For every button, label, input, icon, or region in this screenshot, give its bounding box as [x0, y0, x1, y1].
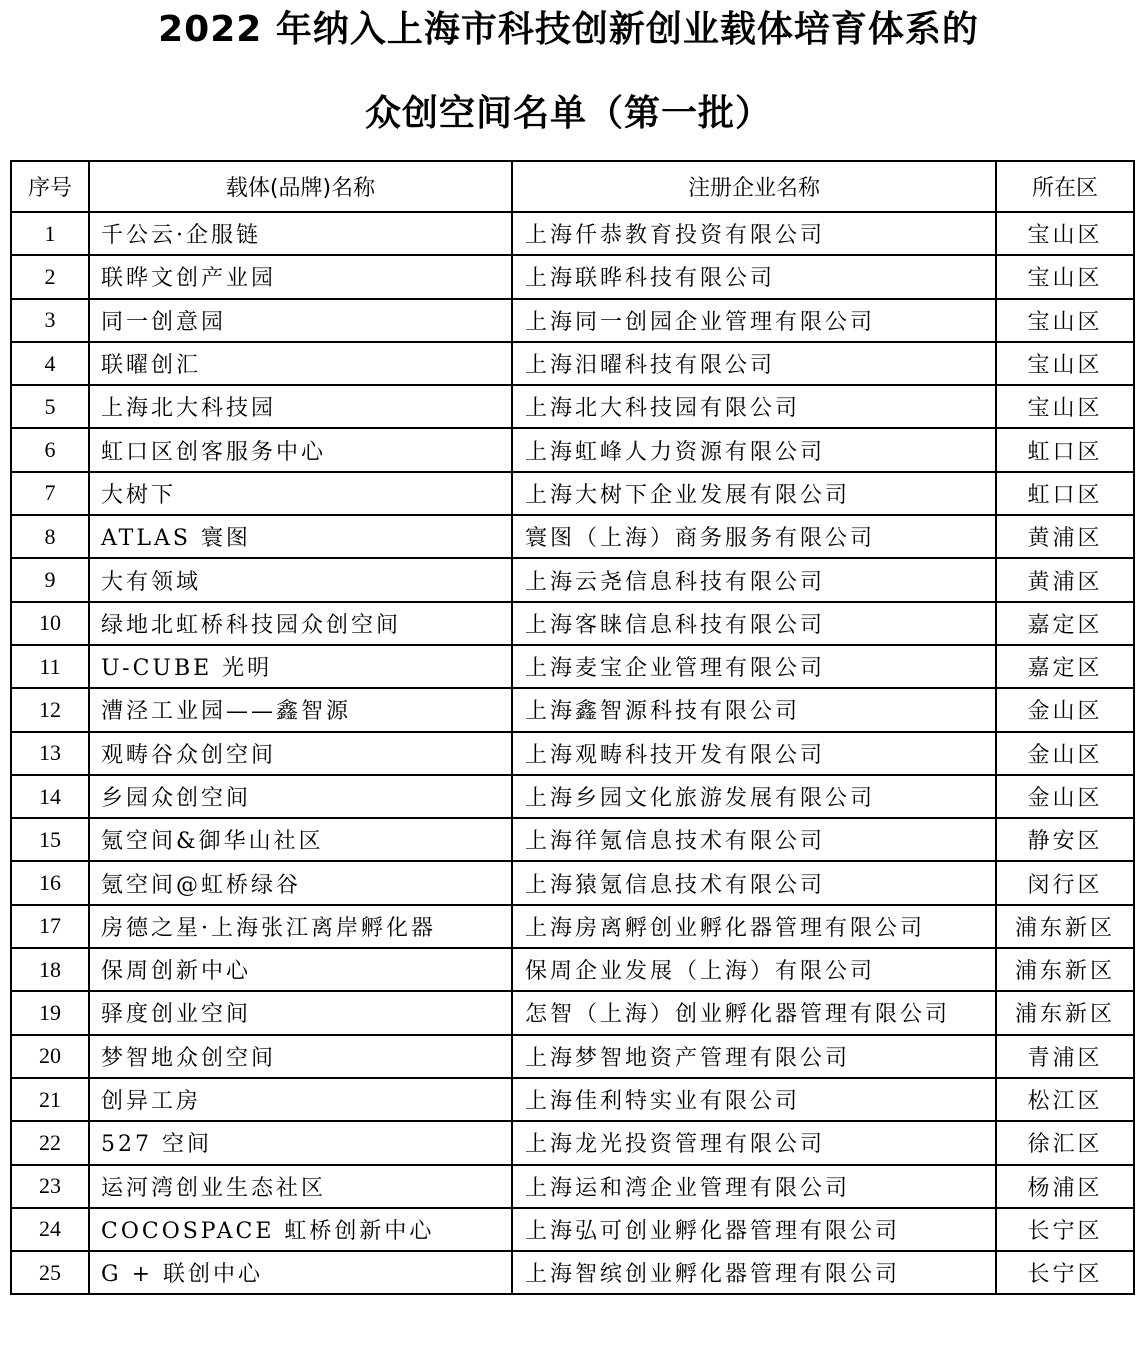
table-row	[11, 385, 1134, 428]
table-row	[11, 472, 1134, 515]
cell-company-name: 上海仟恭教育投资有限公司	[512, 212, 996, 255]
cell-company-name: 上海智缤创业孵化器管理有限公司	[512, 1251, 996, 1294]
cell-district: 浦东新区	[996, 948, 1134, 991]
table-row	[11, 948, 1134, 991]
cell-company-name: 上海龙光投资管理有限公司	[512, 1121, 996, 1164]
cell-district: 黄浦区	[996, 558, 1134, 601]
cell-carrier-name: ATLAS 寰图	[89, 515, 512, 558]
cell-district: 虹口区	[996, 472, 1134, 515]
table-row	[11, 428, 1134, 471]
cell-district: 金山区	[996, 775, 1134, 818]
cell-carrier-name: U-CUBE 光明	[89, 645, 512, 688]
cell-district: 虹口区	[996, 428, 1134, 471]
table-row	[11, 255, 1134, 298]
table-body	[11, 212, 1134, 1294]
table-row	[11, 818, 1134, 861]
cell-company-name: 上海虹峰人力资源有限公司	[512, 428, 996, 471]
cell-carrier-name: COCOSPACE 虹桥创新中心	[89, 1208, 512, 1251]
table-row	[11, 1121, 1134, 1164]
table-row	[11, 515, 1134, 558]
table-row	[11, 299, 1134, 342]
header-company: 注册企业名称	[512, 161, 996, 212]
cell-carrier-name: G + 联创中心	[89, 1251, 512, 1294]
cell-no: 5	[11, 385, 89, 428]
cell-no: 7	[11, 472, 89, 515]
cell-district: 闵行区	[996, 861, 1134, 904]
cell-no: 22	[11, 1121, 89, 1164]
table-row	[11, 1208, 1134, 1251]
cell-carrier-name: 房德之星·上海张江离岸孵化器	[89, 905, 512, 948]
table-row	[11, 1078, 1134, 1121]
cell-company-name: 上海徉氪信息技术有限公司	[512, 818, 996, 861]
cell-district: 杨浦区	[996, 1165, 1134, 1208]
cell-carrier-name: 运河湾创业生态社区	[89, 1165, 512, 1208]
cell-no: 17	[11, 905, 89, 948]
cell-company-name: 上海鑫智源科技有限公司	[512, 688, 996, 731]
cell-company-name: 上海佳利特实业有限公司	[512, 1078, 996, 1121]
table-row	[11, 1251, 1134, 1294]
table-row	[11, 558, 1134, 601]
cell-no: 12	[11, 688, 89, 731]
cell-carrier-name: 驿度创业空间	[89, 991, 512, 1034]
cell-no: 11	[11, 645, 89, 688]
cell-district: 金山区	[996, 732, 1134, 775]
cell-carrier-name: 绿地北虹桥科技园众创空间	[89, 602, 512, 645]
header-row	[11, 161, 1134, 212]
cell-company-name: 上海观畴科技开发有限公司	[512, 732, 996, 775]
cell-district: 徐汇区	[996, 1121, 1134, 1164]
cell-no: 8	[11, 515, 89, 558]
table-row	[11, 1165, 1134, 1208]
cell-carrier-name: 大有领域	[89, 558, 512, 601]
cell-district: 长宁区	[996, 1208, 1134, 1251]
cell-district: 青浦区	[996, 1035, 1134, 1078]
cell-no: 2	[11, 255, 89, 298]
table-row	[11, 861, 1134, 904]
cell-carrier-name: 创异工房	[89, 1078, 512, 1121]
cell-no: 15	[11, 818, 89, 861]
table-header	[11, 161, 1134, 212]
cell-company-name: 寰图（上海）商务服务有限公司	[512, 515, 996, 558]
cell-district: 宝山区	[996, 342, 1134, 385]
table-row	[11, 991, 1134, 1034]
cell-district: 浦东新区	[996, 905, 1134, 948]
cell-carrier-name: 保周创新中心	[89, 948, 512, 991]
cell-district: 宝山区	[996, 299, 1134, 342]
table-row	[11, 602, 1134, 645]
cell-carrier-name: 同一创意园	[89, 299, 512, 342]
cell-company-name: 上海汨曜科技有限公司	[512, 342, 996, 385]
cell-district: 黄浦区	[996, 515, 1134, 558]
table-row	[11, 645, 1134, 688]
document-title-line-1: 2022 年纳入上海市科技创新创业载体培育体系的	[158, 9, 979, 50]
cell-company-name: 上海同一创园企业管理有限公司	[512, 299, 996, 342]
cell-carrier-name: 大树下	[89, 472, 512, 515]
cell-district: 宝山区	[996, 385, 1134, 428]
cell-district: 长宁区	[996, 1251, 1134, 1294]
cell-carrier-name: 观畴谷众创空间	[89, 732, 512, 775]
cell-company-name: 怎智（上海）创业孵化器管理有限公司	[512, 991, 996, 1034]
cell-district: 宝山区	[996, 255, 1134, 298]
cell-no: 25	[11, 1251, 89, 1294]
cell-company-name: 上海北大科技园有限公司	[512, 385, 996, 428]
cell-no: 1	[11, 212, 89, 255]
cell-company-name: 上海大树下企业发展有限公司	[512, 472, 996, 515]
header-name: 载体(品牌)名称	[89, 161, 512, 212]
cell-carrier-name: 漕泾工业园——鑫智源	[89, 688, 512, 731]
table-row	[11, 688, 1134, 731]
table-row	[11, 732, 1134, 775]
cell-district: 嘉定区	[996, 645, 1134, 688]
table-row	[11, 342, 1134, 385]
cell-district: 浦东新区	[996, 991, 1134, 1034]
cell-carrier-name: 氪空间@虹桥绿谷	[89, 861, 512, 904]
cell-company-name: 上海云尧信息科技有限公司	[512, 558, 996, 601]
cell-no: 4	[11, 342, 89, 385]
table-row	[11, 1035, 1134, 1078]
cell-carrier-name: 虹口区创客服务中心	[89, 428, 512, 471]
cell-no: 16	[11, 861, 89, 904]
cell-district: 宝山区	[996, 212, 1134, 255]
cell-company-name: 上海麦宝企业管理有限公司	[512, 645, 996, 688]
cell-no: 3	[11, 299, 89, 342]
cell-company-name: 上海猿氪信息技术有限公司	[512, 861, 996, 904]
cell-district: 金山区	[996, 688, 1134, 731]
cell-company-name: 上海客睐信息科技有限公司	[512, 602, 996, 645]
cell-company-name: 上海运和湾企业管理有限公司	[512, 1165, 996, 1208]
cell-company-name: 保周企业发展（上海）有限公司	[512, 948, 996, 991]
cell-no: 18	[11, 948, 89, 991]
table-row	[11, 905, 1134, 948]
cell-carrier-name: 梦智地众创空间	[89, 1035, 512, 1078]
table-row	[11, 212, 1134, 255]
cell-no: 21	[11, 1078, 89, 1121]
cell-company-name: 上海梦智地资产管理有限公司	[512, 1035, 996, 1078]
cell-no: 23	[11, 1165, 89, 1208]
space-list-table	[10, 160, 1135, 1295]
cell-company-name: 上海联晔科技有限公司	[512, 255, 996, 298]
table-row	[11, 775, 1134, 818]
cell-no: 10	[11, 602, 89, 645]
cell-district: 嘉定区	[996, 602, 1134, 645]
cell-company-name: 上海弘可创业孵化器管理有限公司	[512, 1208, 996, 1251]
cell-no: 19	[11, 991, 89, 1034]
cell-carrier-name: 上海北大科技园	[89, 385, 512, 428]
cell-no: 13	[11, 732, 89, 775]
cell-carrier-name: 氪空间&御华山社区	[89, 818, 512, 861]
cell-no: 9	[11, 558, 89, 601]
cell-carrier-name: 千公云·企服链	[89, 212, 512, 255]
cell-carrier-name: 527 空间	[89, 1121, 512, 1164]
cell-carrier-name: 乡园众创空间	[89, 775, 512, 818]
cell-company-name: 上海房离孵创业孵化器管理有限公司	[512, 905, 996, 948]
cell-no: 6	[11, 428, 89, 471]
cell-no: 24	[11, 1208, 89, 1251]
cell-carrier-name: 联晔文创产业园	[89, 255, 512, 298]
cell-company-name: 上海乡园文化旅游发展有限公司	[512, 775, 996, 818]
header-district: 所在区	[996, 161, 1134, 212]
header-no: 序号	[11, 161, 89, 212]
cell-no: 20	[11, 1035, 89, 1078]
cell-district: 静安区	[996, 818, 1134, 861]
cell-district: 松江区	[996, 1078, 1134, 1121]
document-title-line-2: 众创空间名单（第一批）	[364, 93, 772, 134]
cell-no: 14	[11, 775, 89, 818]
cell-carrier-name: 联曜创汇	[89, 342, 512, 385]
